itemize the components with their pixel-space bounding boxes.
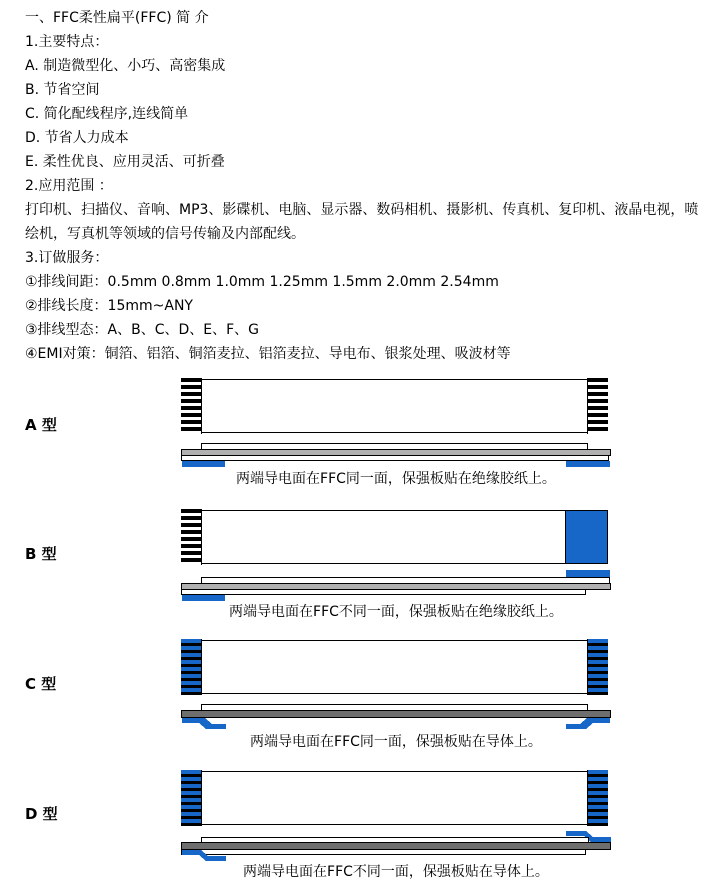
adhesive-paper-layer [182, 850, 586, 855]
diagram-c-label: C 型 [25, 675, 57, 693]
contact-fingers-right [587, 770, 608, 826]
service-item-types: ③排线型态：A、B、C、D、E、F、G [25, 322, 260, 338]
features-heading: 1.主要特点： [25, 34, 109, 50]
diagram-c-side-view [181, 704, 611, 731]
services-heading: 3.订做服务： [25, 250, 109, 266]
ffc-body-layer [182, 584, 611, 590]
diagram-d-top-view [181, 771, 608, 825]
diagram-a-top-view [181, 379, 608, 433]
ffc-body-layer [182, 843, 611, 850]
ffc-body-layer [182, 450, 611, 456]
intro-section [25, 6, 706, 366]
adhesive-paper-layer [182, 590, 586, 595]
stiffener-tab-right [566, 718, 610, 729]
contact-fingers-right [587, 639, 608, 695]
applications-heading: 2.应用范围 ： [25, 178, 113, 194]
service-item-pitch: ①排线间距：0.5mm 0.8mm 1.0mm 1.25mm 1.5mm 2.0mm 2.54mm [25, 274, 499, 290]
feature-item-b: B. 节省空间 [25, 82, 100, 98]
stiffener-left [182, 461, 225, 467]
stiffener-bottom-left [182, 595, 225, 601]
service-item-length: ②排线长度：15mm~ANY [25, 298, 193, 314]
diagram-b-side-view [181, 570, 611, 601]
contact-fingers-right [587, 378, 608, 434]
diagram-d-label: D 型 [25, 805, 58, 823]
insulation-tape-layer [202, 838, 589, 843]
stiffener-tab-left [182, 718, 226, 729]
applications-body: 打印机、扫描仪、音响、MP3、影碟机、电脑、显示器、数码相机、摄影机、传真机、复印机、液晶电视，喷绘机，写真机等领域的信号传输及内部配线。 [25, 202, 699, 242]
diagram-a-caption: 两端导电面在FFC同一面，保强板贴在绝缘胶纸上。 [236, 471, 556, 487]
diagram-b-label: B 型 [25, 545, 57, 563]
diagram-c-caption: 两端导电面在FFC同一面，保强板贴在导体上。 [250, 734, 542, 750]
feature-item-a: A. 制造微型化、小巧、高密集成 [25, 58, 226, 74]
service-item-emi: ④EMI对策：铜箔、铝箔、铜箔麦拉、铝箔麦拉、导电布、银浆处理、吸波材等 [25, 346, 511, 362]
diagram-b-caption: 两端导电面在FFC不同一面，保强板贴在绝缘胶纸上。 [229, 604, 563, 620]
section-title: 一、FFC柔性扁平(FFC) 简 介 [25, 10, 209, 26]
insulation-tape-layer [202, 578, 610, 584]
diagram-d-caption: 两端导电面在FFC不同一面，保强板贴在导体上。 [243, 864, 549, 880]
stiffener-top-right [566, 570, 610, 577]
diagram-d-side-view [181, 831, 611, 863]
diagram-a-side-view [181, 442, 611, 468]
diagram-a-label: A 型 [25, 416, 57, 434]
insulation-tape-layer [202, 705, 588, 711]
contact-fingers-left [181, 509, 202, 565]
contact-fingers-left [181, 639, 202, 695]
adhesive-paper-layer [182, 456, 609, 461]
insulation-tape-layer [202, 444, 588, 450]
stiffener-end-right [565, 511, 607, 563]
stiffener-right [566, 461, 610, 467]
ffc-body-layer [182, 711, 611, 718]
contact-fingers-left [181, 770, 202, 826]
feature-item-c: C. 简化配线程序,连线简单 [25, 106, 189, 122]
diagram-c-top-view [181, 640, 608, 694]
diagram-b-top-view [181, 510, 608, 564]
contact-fingers-left [181, 378, 202, 434]
feature-item-e: E. 柔性优良、应用灵活、可折叠 [25, 154, 225, 170]
feature-item-d: D. 节省人力成本 [25, 130, 129, 146]
